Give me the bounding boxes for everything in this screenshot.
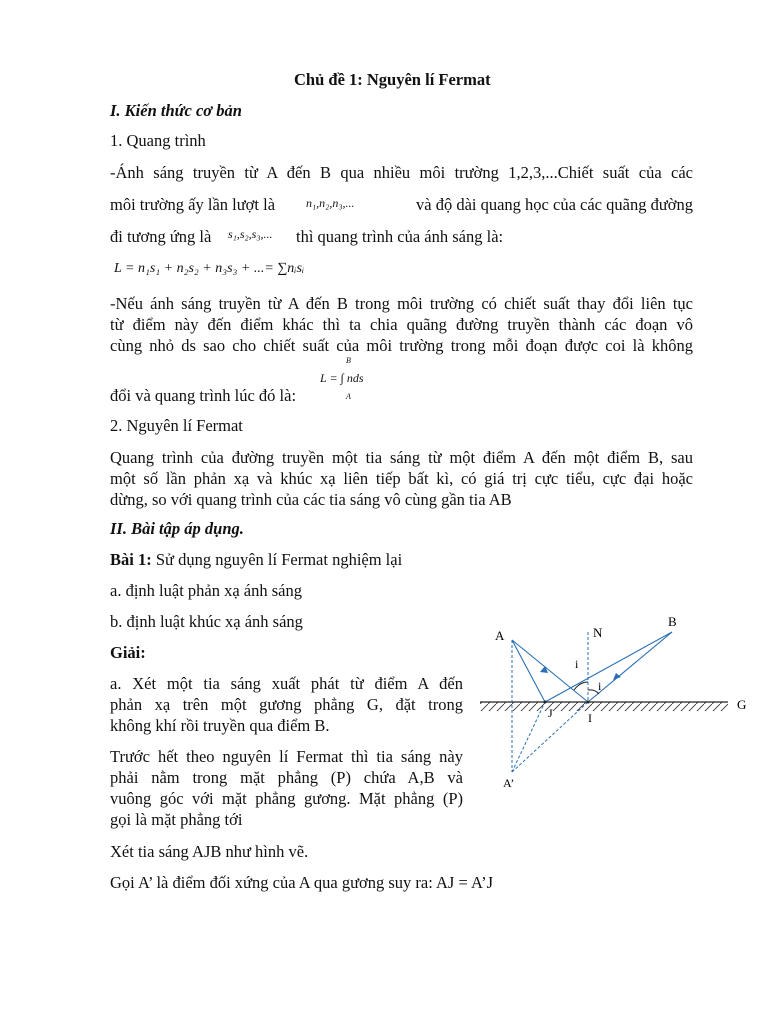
paragraph-line: vuông góc với mặt phẳng gương. Mặt phẳng (P) <box>110 789 463 808</box>
section-heading-basic: I. Kiến thức cơ bản <box>110 101 242 120</box>
ray-J-B <box>545 632 672 702</box>
paragraph-line: phản xạ trên một gương phẳng G, đặt trong <box>110 695 463 714</box>
paragraph-line: đi tương ứng là <box>110 227 212 246</box>
ray-A-I <box>512 640 588 702</box>
paragraph-line: từ điểm này đến điểm khác thì ta chia quãng đường truyền thành các đoạn vô <box>110 315 693 334</box>
point-J <box>544 701 547 704</box>
paragraph-line: Quang trình của đường truyền một tia sáng từ một điểm A đến một điểm B, sau <box>110 448 693 467</box>
angle-arc-incidence <box>574 682 588 690</box>
paragraph-line: thì quang trình của ánh sáng là: <box>296 227 504 246</box>
paragraph-line: Xét tia sáng AJB như hình vẽ. <box>110 842 309 861</box>
solution-label: Giải: <box>110 643 146 662</box>
paragraph-line: và độ dài quang học của các quãng đường <box>416 195 693 214</box>
paragraph-line: đổi và quang trình lúc đó là: <box>110 386 297 405</box>
paragraph-line: một số lần phản xạ và khúc xạ liên tiếp bất kì, có giá trị cực tiểu, cực đại hoặc <box>110 469 693 488</box>
point-I <box>587 701 590 704</box>
exercise-part-a: a. định luật phản xạ ánh sáng <box>110 581 302 600</box>
math-inline: n₁,n₂,n₃,... <box>306 196 355 210</box>
text-fragment: môi trường ấy lần lượt là <box>110 195 276 214</box>
ray-A-J <box>512 640 545 702</box>
mirror-hatching <box>480 702 728 711</box>
label-B: B <box>668 614 677 629</box>
formula-integral: L = ∫ nds <box>320 371 364 385</box>
label-A: A <box>495 628 505 643</box>
arrow-head-incident <box>540 666 548 673</box>
integral-lower-limit: A <box>346 392 351 401</box>
paragraph-line: -Nếu ánh sáng truyền từ A đến B trong môi trường có chiết suất thay đổi liên tục <box>110 294 693 313</box>
label-G: G <box>737 697 747 712</box>
document-title: Chủ đề 1: Nguyên lí Fermat <box>294 70 491 89</box>
section-heading-exercises: II. Bài tập áp dụng. <box>110 519 244 538</box>
dashed-A-prime-J <box>512 702 545 772</box>
label-A-prime: A’ <box>503 776 515 790</box>
exercise-text: Sử dụng nguyên lí Fermat nghiệm lại <box>155 550 403 569</box>
paragraph-line: không khí rồi truyền qua điểm B. <box>110 716 330 735</box>
label-angle-i-1: i <box>575 657 579 671</box>
arrow-head-reflected-1 <box>613 673 621 680</box>
subheading-fermat-principle: 2. Nguyên lí Fermat <box>110 416 243 435</box>
paragraph-line: phải nằm trong mặt phẳng (P) chứa A,B và <box>110 768 463 787</box>
paragraph-line: gọi là mặt phẳng tới <box>110 810 243 829</box>
label-N: N <box>593 625 603 640</box>
paragraph-line: Trước hết theo nguyên lí Fermat thì tia sáng này <box>110 747 463 766</box>
paragraph-line: a. Xét một tia sáng xuất phát từ điểm A đến <box>110 674 463 693</box>
reflection-diagram <box>470 610 760 800</box>
exercise-1 <box>110 550 402 570</box>
paragraph-line <box>110 195 275 215</box>
math-inline: s₁,s₂,s₃,... <box>228 227 273 241</box>
paragraph-line: Gọi A’ là điểm đối xứng của A qua gương suy ra: AJ = A’J <box>110 873 494 892</box>
paragraph-line: cùng nhỏ ds sao cho chiết suất của môi trường trong mỗi đoạn được coi là không <box>110 336 693 355</box>
subheading-optical-path: 1. Quang trình <box>110 131 206 150</box>
exercise-label: Bài 1: <box>110 550 152 569</box>
formula-optical-path-sum: L = n₁s₁ + n₂s₂ + n₃s₃ + ...= ∑nᵢsᵢ <box>114 261 305 276</box>
label-I: I <box>588 711 592 725</box>
paragraph-line: -Ánh sáng truyền từ A đến B qua nhiều môi trường 1,2,3,...Chiết suất của các <box>110 163 693 182</box>
integral-upper-limit: B <box>346 356 351 365</box>
paragraph-line: dừng, so với quang trình của các tia sáng vô cùng gần tia AB <box>110 490 512 509</box>
label-angle-i-2: i <box>598 679 602 693</box>
exercise-part-b: b. định luật khúc xạ ánh sáng <box>110 612 303 631</box>
label-J: J <box>548 706 553 720</box>
